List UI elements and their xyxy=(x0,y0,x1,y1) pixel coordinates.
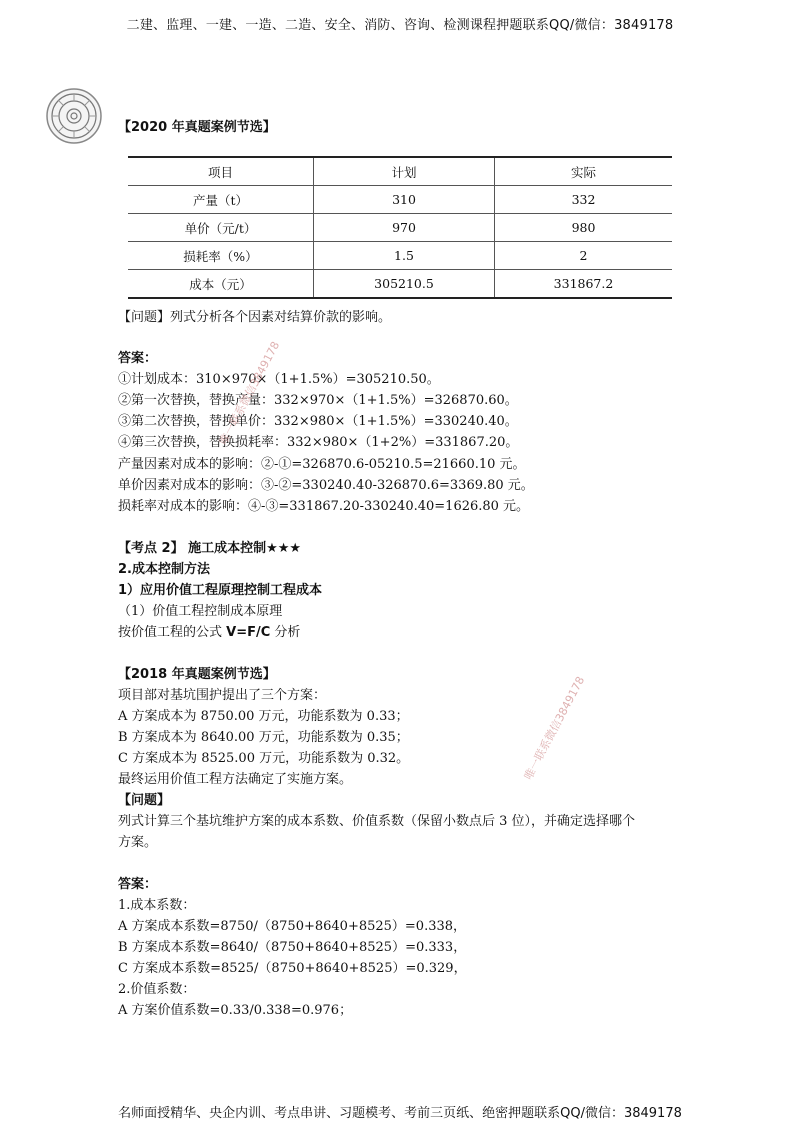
answer-line: ③第二次替换，替换单价：332×980×（1+1.5%）=330240.40。 xyxy=(118,414,518,429)
answer-line: 单价因素对成本的影响：③-②=330240.40-326870.6=3369.80 元。 xyxy=(118,478,534,493)
section-title-2018: 【2018 年真题案例节选】 xyxy=(118,667,276,682)
section-title-point2: 【考点 2】 施工成本控制★★★ xyxy=(118,541,302,556)
question-line: 方案。 xyxy=(118,835,158,850)
table-cell: 332 xyxy=(495,186,673,214)
answer-line: B 方案成本系数=8640/（8750+8640+8525）=0.333， xyxy=(118,940,467,955)
formula-line xyxy=(118,623,300,643)
table-cell: 305210.5 xyxy=(314,270,495,299)
table-cell: 产量（t） xyxy=(128,186,314,214)
table-cell: 970 xyxy=(314,214,495,242)
case-line: A 方案成本为 8750.00 万元，功能系数为 0.33； xyxy=(118,709,409,724)
case-line: 最终运用价值工程方法确定了实施方案。 xyxy=(118,772,353,787)
answer-line: A 方案价值系数=0.33/0.338=0.976； xyxy=(118,1003,353,1018)
answer-line: 1.成本系数： xyxy=(118,898,196,913)
table-cell: 损耗率（%） xyxy=(128,242,314,270)
watermark-text: 唯一联系微信3849178 xyxy=(521,674,588,783)
answer-line: ②第一次替换，替换产量：332×970×（1+1.5%）=326870.60。 xyxy=(118,393,518,408)
question-2020: 【问题】列式分析各个因素对结算价款的影响。 xyxy=(118,310,392,325)
table-cell: 2 xyxy=(495,242,673,270)
table-row xyxy=(128,186,672,214)
formula-suffix: 分析 xyxy=(270,625,301,640)
table-header-row xyxy=(128,157,672,186)
answer-title-2020: 答案： xyxy=(118,351,158,366)
table-header-cell: 实际 xyxy=(495,157,673,186)
page-footer: 名师面授精华、央企内训、考点串讲、习题模考、考前三页纸、绝密押题联系QQ/微信：3849178 xyxy=(118,1106,682,1121)
question-line: 列式计算三个基坑维护方案的成本系数、价值系数（保留小数点后 3 位），并确定选择哪个 xyxy=(118,814,636,829)
case-line: C 方案成本为 8525.00 万元，功能系数为 0.32。 xyxy=(118,751,410,766)
table-cell: 成本（元） xyxy=(128,270,314,299)
case-line: 项目部对基坑围护提出了三个方案： xyxy=(118,688,327,703)
answer-line: 2.价值系数： xyxy=(118,982,196,997)
answer-line: C 方案成本系数=8525/（8750+8640+8525）=0.329， xyxy=(118,961,467,976)
answer-line: ④第三次替换，替换损耗率：332×980×（1+2%）=331867.20。 xyxy=(118,435,519,450)
seal-logo-icon xyxy=(45,87,103,145)
answer-line: A 方案成本系数=8750/（8750+8640+8525）=0.338， xyxy=(118,919,467,934)
question-title-2018: 【问题】 xyxy=(118,793,171,808)
table-cell: 单价（元/t） xyxy=(128,214,314,242)
table-header-cell: 计划 xyxy=(314,157,495,186)
heading-cost-control: 2.成本控制方法 xyxy=(118,562,210,577)
answer-line: ①计划成本：310×970×（1+1.5%）=305210.50。 xyxy=(118,372,440,387)
case-line: B 方案成本为 8640.00 万元，功能系数为 0.35； xyxy=(118,730,409,745)
table-cell: 331867.2 xyxy=(495,270,673,299)
heading-value-engineering: 1）应用价值工程原理控制工程成本 xyxy=(118,583,323,598)
table-row xyxy=(128,242,672,270)
table-cell: 310 xyxy=(314,186,495,214)
table-header-cell: 项目 xyxy=(128,157,314,186)
section-title-2020: 【2020 年真题案例节选】 xyxy=(118,120,276,135)
table-row xyxy=(128,270,672,299)
formula-prefix: 按价值工程的公式 xyxy=(118,625,227,640)
cost-table xyxy=(128,156,672,299)
formula: V=F/C xyxy=(226,625,271,640)
watermark-text: 唯一联系微信3849178 xyxy=(216,339,283,448)
table-cell: 980 xyxy=(495,214,673,242)
subheading-principle: （1）价值工程控制成本原理 xyxy=(118,604,283,619)
answer-line: 产量因素对成本的影响：②-①=326870.6-05210.5=21660.10 元。 xyxy=(118,457,526,472)
answer-title-2018: 答案： xyxy=(118,877,158,892)
answer-line: 损耗率对成本的影响：④-③=331867.20-330240.40=1626.80 元。 xyxy=(118,499,530,514)
table-cell: 1.5 xyxy=(314,242,495,270)
page-header: 二建、监理、一建、一造、二造、安全、消防、咨询、检测课程押题联系QQ/微信：3849178 xyxy=(126,18,674,33)
table-row xyxy=(128,214,672,242)
